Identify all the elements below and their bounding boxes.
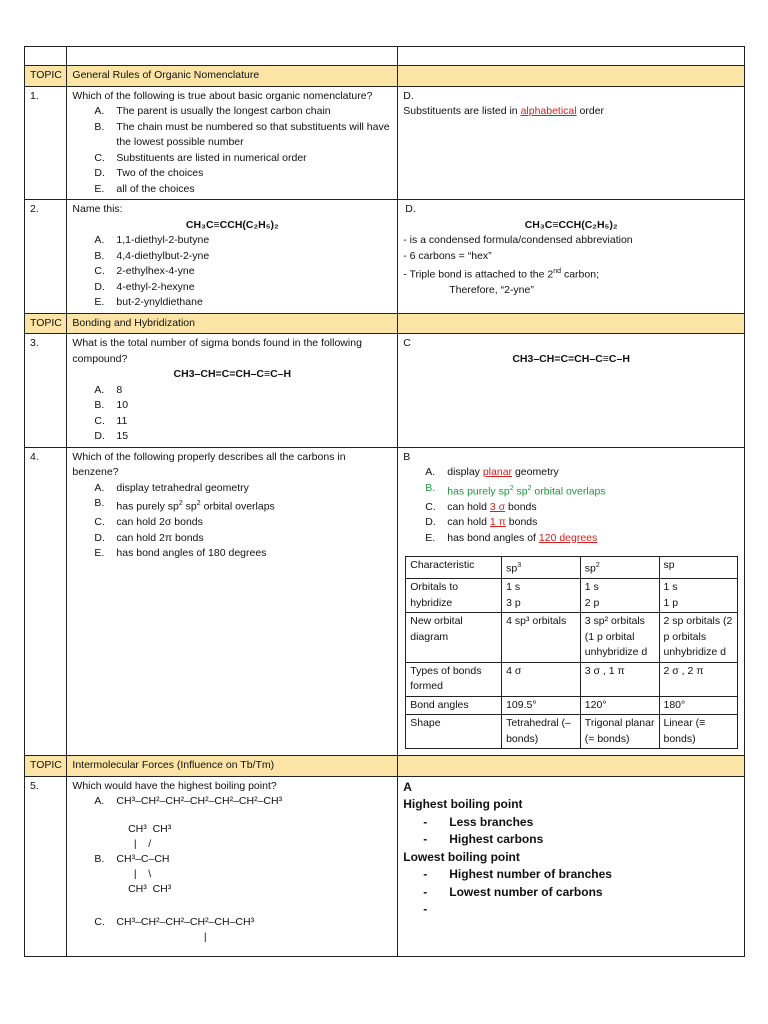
question-number: 5.	[25, 776, 67, 956]
topic-title: Bonding and Hybridization	[67, 313, 398, 334]
option-c: C. CH³–CH²–CH²–CH²–CH–CH³ |	[94, 915, 255, 943]
question-cell	[67, 86, 398, 200]
question-number: 2.	[25, 200, 67, 314]
answer-option: D. can hold 1 π bonds	[425, 516, 538, 528]
table-row	[406, 613, 738, 663]
question-number: 4.	[25, 447, 67, 756]
table-cell: Shape	[406, 715, 502, 749]
table-cell: 1 s 1 p	[659, 579, 738, 613]
question-row-4	[25, 447, 745, 756]
topic-row-bonding	[25, 313, 745, 334]
option-item: C. 11	[94, 414, 128, 427]
answer-letter: D.	[405, 203, 416, 215]
question-cell	[67, 334, 398, 448]
note: - 6 carbons = “hex”	[403, 249, 492, 262]
high-item: - Less branches	[423, 814, 534, 829]
question-cell	[67, 776, 398, 956]
high-item: - Highest carbons	[423, 832, 544, 846]
table-cell: 1 s 3 p	[502, 579, 581, 613]
option-item: A. 8	[94, 383, 123, 396]
option-item: E. all of the choices	[94, 182, 195, 195]
header-row	[25, 47, 745, 66]
table-row	[406, 715, 738, 749]
option-item: E. but-2-ynyldiethane	[94, 296, 203, 308]
question-row-3	[25, 334, 745, 448]
table-cell: Types of bonds formed	[406, 662, 502, 696]
low-item: - Lowest number of carbons	[423, 884, 603, 899]
topic-label: TOPIC	[25, 66, 67, 87]
topic-label: TOPIC	[25, 313, 67, 334]
option-list	[72, 104, 392, 197]
table-header: $sp^3$	[502, 557, 581, 579]
answer-cell	[398, 334, 745, 448]
high-title: Highest boiling point	[403, 797, 523, 811]
topic-label: TOPIC	[25, 756, 67, 777]
question-number: 1.	[25, 86, 67, 200]
question-row-2	[25, 200, 745, 314]
question-text: Which would have the highest boiling point?	[72, 779, 277, 792]
table-cell: 120°	[580, 696, 659, 715]
formula: CH3–CH=C=CH–C≡C–H	[173, 368, 292, 380]
option-list	[72, 383, 392, 445]
table-cell: Bond angles	[406, 696, 502, 715]
answer-letter: C	[403, 337, 411, 349]
answer-cell	[398, 776, 745, 956]
option-item: C. 2-ethylhex-4-yne	[94, 265, 195, 277]
table-cell: 4 sp³ orbitals	[502, 613, 581, 663]
question-text: Which of the following properly describes all the carbons in benzene?	[72, 450, 346, 478]
question-cell	[67, 200, 398, 314]
option-item: A. 1,1-diethyl-2-butyne	[94, 234, 210, 246]
question-number: 3.	[25, 334, 67, 448]
answer-cell	[398, 86, 745, 200]
table-cell: 4 σ	[502, 662, 581, 696]
worksheet	[24, 46, 745, 957]
low-item: -	[423, 902, 428, 916]
table-header: $sp^2$	[580, 557, 659, 579]
topic-title: General Rules of Organic Nomenclature	[67, 66, 398, 87]
answer-option: A. display planar geometry	[425, 466, 559, 478]
table-row	[406, 662, 738, 696]
option-item: C. Substituents are listed in numerical order	[94, 151, 307, 164]
option-item: D. can hold 2π bonds	[94, 531, 204, 544]
structure-b: CH³ CH³ | / CH³–C–CH | \ CH³ CH³	[116, 822, 172, 895]
answer-letter: B	[403, 450, 411, 463]
topic-title: Intermolecular Forces (Influence on Tb/Tm)	[67, 756, 398, 777]
answer-cell	[398, 200, 745, 314]
answer-letter: A	[403, 779, 412, 794]
question-text: Name this:	[72, 203, 123, 215]
answer-cell	[398, 447, 745, 756]
option-item: B. The chain must be numbered so that substituents will have the lowest possible number	[94, 120, 390, 148]
table-cell: 180°	[659, 696, 738, 715]
option-item: B. 4,4-diethylbut-2-yne	[94, 249, 210, 262]
answer-letter: D.	[403, 89, 414, 102]
hybridization-table	[405, 556, 738, 749]
option-item: A. The parent is usually the longest carbon chain	[94, 105, 331, 117]
worksheet-table	[24, 46, 745, 957]
table-cell: 2 σ , 2 π	[659, 662, 738, 696]
note: Therefore, “2-yne”	[449, 284, 534, 296]
option-item: A. display tetrahedral geometry	[94, 481, 249, 494]
table-cell: New orbital diagram	[406, 613, 502, 663]
question-row-5	[25, 776, 745, 956]
option-item: D. Two of the choices	[94, 167, 204, 179]
table-cell: Tetrahedral (– bonds)	[502, 715, 581, 749]
option-item: B. has purely $sp^2$ $sp^2$ orbital overlaps	[94, 497, 275, 513]
answer-option-list	[403, 465, 739, 546]
table-cell: Orbitals to hybridize	[406, 579, 502, 613]
question-cell	[67, 447, 398, 756]
table-cell: 1 s 2 p	[580, 579, 659, 613]
answer-option: C. can hold 3 σ bonds	[425, 500, 537, 513]
table-cell: 3 σ , 1 π	[580, 662, 659, 696]
formula: CH3–CH=C=CH–C≡C–H	[512, 352, 630, 365]
low-item: - Highest number of branches	[423, 867, 612, 881]
structure-a: CH³–CH²–CH²–CH²–CH²–CH²–CH³	[116, 795, 283, 807]
question-text: Which of the following is true about basic organic nomenclature?	[72, 89, 373, 102]
option-b: B. CH³ CH³ | / CH³–C–CH | \ CH³ CH³	[94, 822, 172, 895]
answer-option-correct: B. has purely $sp^2$ $sp^2$ orbital overlaps	[425, 481, 606, 497]
table-header: sp	[659, 557, 738, 579]
option-item: B. 10	[94, 399, 129, 411]
table-header-row	[406, 557, 738, 579]
low-title: Lowest boiling point	[403, 849, 520, 864]
formula: CH₃C≡CCH(C₂H₅)₂	[524, 218, 618, 231]
table-cell: Linear (≡ bonds)	[659, 715, 738, 749]
table-cell: Trigonal planar (= bonds)	[580, 715, 659, 749]
option-a: A. CH³–CH²–CH²–CH²–CH²–CH²–CH³	[72, 794, 392, 810]
topic-row-imf	[25, 756, 745, 777]
option-list	[72, 481, 392, 562]
answer-option: E. has bond angles of 120 degrees	[425, 531, 598, 544]
table-header: Characteristic	[406, 557, 502, 579]
structure-c: CH³–CH²–CH²–CH²–CH–CH³ |	[116, 915, 255, 943]
option-item: E. has bond angles of 180 degrees	[94, 547, 267, 559]
option-item: C. can hold 2σ bonds	[94, 516, 203, 528]
question-text: What is the total number of sigma bonds found in the following compound?	[72, 337, 362, 365]
note: - is a condensed formula/condensed abbreviation	[403, 234, 633, 246]
table-cell: 3 sp² orbitals (1 p orbital unhybridize d	[580, 613, 659, 663]
table-row	[406, 579, 738, 613]
table-cell: 2 sp orbitals (2 p orbitals unhybridize d	[659, 613, 738, 663]
table-cell: 109.5°	[502, 696, 581, 715]
option-item: D. 4-ethyl-2-hexyne	[94, 280, 195, 293]
option-list	[72, 233, 392, 311]
note: - Triple bond is attached to the 2nd carbon;	[403, 268, 599, 281]
answer-explanation: Substituents are listed in alphabetical order	[403, 105, 605, 117]
formula: CH₃C≡CCH(C₂H₅)₂	[185, 218, 279, 231]
topic-row-nomenclature	[25, 66, 745, 87]
option-item: D. 15	[94, 430, 129, 442]
question-row-1	[25, 86, 745, 200]
table-row	[406, 696, 738, 715]
